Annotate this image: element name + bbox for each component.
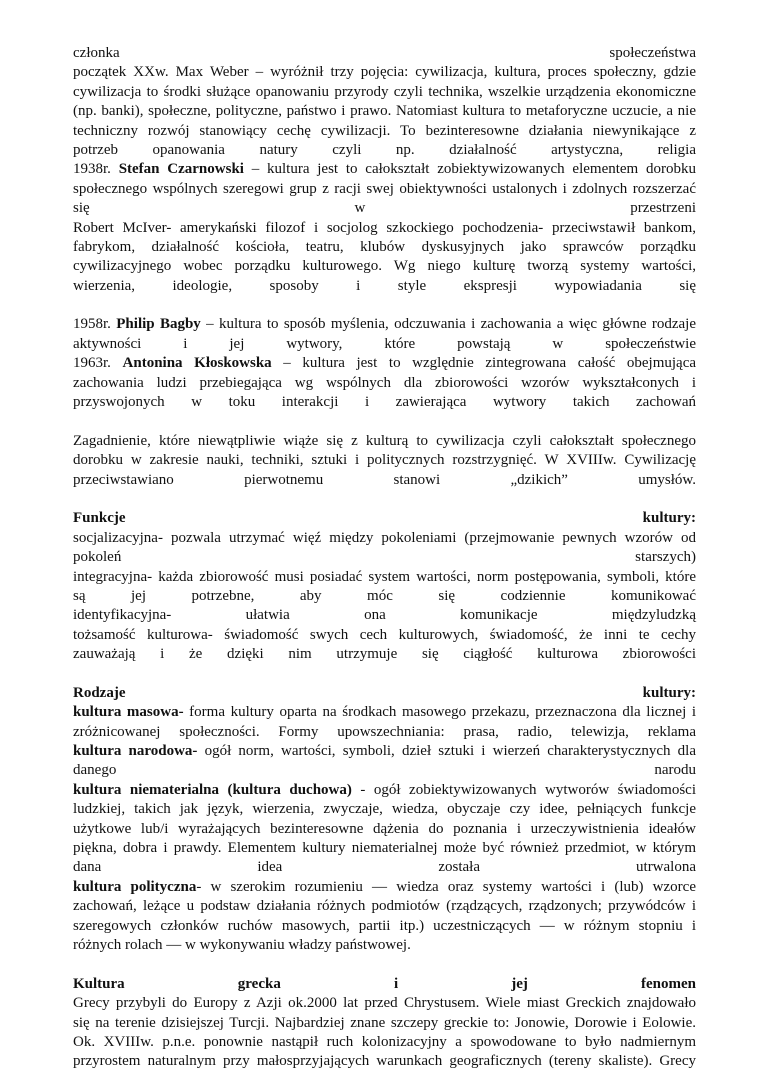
text-run: szeregowych członków ruchów masowych, partii itp.) uczestniczących — w różnym stopniu i xyxy=(73,917,696,934)
text-line xyxy=(73,509,696,528)
text-run: 1938r. xyxy=(73,161,119,178)
bold-text: Philip Bagby xyxy=(116,316,201,333)
paragraph-gap xyxy=(73,490,696,509)
text-line xyxy=(73,917,696,936)
text-run: Zagadnienie, które niewątpliwie wiąże się z kulturą to cywilizacja czyli całokształt społecznego xyxy=(73,432,696,449)
text-run: dorobku w zakresie nauki, techniki, sztuki i politycznych rozstrzygnięć. W XVIIIw. Cywilizację xyxy=(73,452,696,469)
text-run: aktywności i jej wytwory, które powstają w społeczeństwie xyxy=(73,335,696,352)
text-run: się na terenie dzisiejszej Turcji. Najbardziej znane szczepy greckie to: Jonowie, Dorowie i Eolowie. xyxy=(73,1014,696,1031)
text-line xyxy=(73,936,696,955)
text-line xyxy=(73,723,696,742)
text-run: identyfikacyjna- ułatwia ona komunikacje międzyludzką xyxy=(73,607,696,624)
text-run: (np. banki), społeczne, polityczne, państwo i prawo. Natomiast kultura to metaforyczne uczucie, a nie xyxy=(73,103,696,120)
text-run: - w szerokim rozumieniu — wiedza oraz systemy wartości i (lub) wzorce xyxy=(196,878,696,895)
paragraph-gap xyxy=(73,412,696,431)
text-line xyxy=(73,742,696,761)
text-run: Grecy przybyli do Europy z Azji ok.2000 lat przed Chrystusem. Wiele miast Greckich znajdowało xyxy=(73,995,696,1012)
text-run: ludzkiej, takich jak język, wierzenia, zwyczaje, wiedza, obyczaje czy idee, pełniących funkcje xyxy=(73,801,696,818)
text-run: forma kultury oparta na środkach masowego przekazu, przeznaczona dla licznej i xyxy=(183,704,696,721)
text-line xyxy=(73,451,696,470)
text-run: 1963r. xyxy=(73,355,123,372)
text-run: pokoleń starszych) xyxy=(73,549,696,566)
text-run: przyswojonych w toku interakcji i zawierająca wytwory takich zachowań xyxy=(73,394,696,411)
text-line xyxy=(73,1052,696,1071)
text-line xyxy=(73,238,696,257)
text-run: społecznego wspólnych szeregowi grup z racji swej obiektywności ustalonych i zdolnych rozszerzać xyxy=(73,180,696,197)
text-line xyxy=(73,219,696,238)
text-line xyxy=(73,257,696,276)
text-line xyxy=(73,277,696,296)
text-run: potrzeb opanowania natury czyli np. działalność artystyczna, religia xyxy=(73,141,696,158)
bold-text: Rodzaje kultury: xyxy=(73,684,696,701)
text-line xyxy=(73,897,696,916)
bold-text: Kultura grecka i jej fenomen xyxy=(73,975,696,992)
text-line xyxy=(73,587,696,606)
paragraph-gap xyxy=(73,955,696,974)
text-run: początek XXw. Max Weber – wyróżnił trzy pojęcia: cywilizacja, kultura, proces społeczny, gdzie xyxy=(73,64,696,81)
text-run: użytkowe lub/i wyrażających bezinteresowne dążenia do poznania i urzeczywistnienia ideałów xyxy=(73,820,696,837)
text-run: integracyjna- każda zbiorowość musi posiadać system wartości, norm postępowania, symboli, które xyxy=(73,568,696,585)
bold-text: kultura niematerialna (kultura duchowa) xyxy=(73,781,352,798)
text-run: tożsamość kulturowa- świadomość swych cech kulturowych, świadomość, że inni te cechy xyxy=(73,626,696,643)
text-line xyxy=(73,199,696,218)
document-page xyxy=(73,44,696,1072)
text-line xyxy=(73,878,696,897)
text-line xyxy=(73,141,696,160)
text-run: Robert McIver- amerykański filozof i socjolog szkockiego pochodzenia- przeciwstawił bankom, xyxy=(73,219,696,236)
paragraph-gap xyxy=(73,296,696,315)
text-run: wierzenia, ideologie, sposoby i style ekspresji wypowiadania się xyxy=(73,277,696,294)
text-run: socjalizacyjna- pozwala utrzymać więź między pokoleniami (przejmowanie pewnych wzorów od xyxy=(73,529,696,546)
text-run: techniczny rozwój stanowiący cechę cywilizacji. To bezinteresowne działania niewynikające z xyxy=(73,122,696,139)
text-run: dana idea została utrwalona xyxy=(73,859,696,876)
text-run: się w przestrzeni xyxy=(73,200,696,217)
text-run: Ok. XVIIIw. p.n.e. ponownie nastąpił ruch kolonizacyjny a spowodowane to było nadmiernym xyxy=(73,1033,696,1050)
text-run: – kultura jest to względnie zintegrowana całość obejmująca xyxy=(271,355,697,372)
text-line xyxy=(73,63,696,82)
text-line xyxy=(73,703,696,722)
text-line xyxy=(73,471,696,490)
text-line xyxy=(73,568,696,587)
text-line xyxy=(73,180,696,199)
text-line xyxy=(73,626,696,645)
text-line xyxy=(73,160,696,179)
text-run: zauważają i że dzięki nim utrzymuje się ciągłość kulturowa zbiorowości xyxy=(73,646,696,663)
text-line xyxy=(73,102,696,121)
text-run: zachowań, leżące u podstaw działania różnych podmiotów (rządzących, rządzonych; przywódców i xyxy=(73,898,696,915)
text-run: – kultura to sposób myślenia, odczuwania i zachowania a więc główne rodzaje xyxy=(200,316,696,333)
text-line xyxy=(73,684,696,703)
text-run: danego narodu xyxy=(73,762,696,779)
text-line xyxy=(73,432,696,451)
text-run: – kultura jest to całokształt zobiektywizowanych elementem dorobku xyxy=(243,161,696,178)
bold-text: kultura masowa- xyxy=(73,704,184,721)
text-line xyxy=(73,122,696,141)
text-line xyxy=(73,354,696,373)
text-line xyxy=(73,994,696,1013)
text-run: przeciwstawiano pierwotnemu stanowi „dzikich” umysłów. xyxy=(73,471,696,488)
text-line xyxy=(73,1014,696,1033)
text-line xyxy=(73,315,696,334)
bold-text: Stefan Czarnowski xyxy=(118,161,244,178)
text-line xyxy=(73,645,696,664)
paragraph-gap xyxy=(73,665,696,684)
text-run: fabrykom, działalność kościoła, teatru, klubów dyskusyjnych jako sprawców porządku xyxy=(73,238,696,255)
text-line xyxy=(73,606,696,625)
text-line xyxy=(73,781,696,800)
text-run: zróżnicowanej społeczności. Formy upowszechniania: prasa, radio, telewizja, reklama xyxy=(73,723,696,740)
text-line xyxy=(73,335,696,354)
text-line xyxy=(73,761,696,780)
text-line xyxy=(73,820,696,839)
text-run: są jej potrzebne, aby móc się codziennie komunikować xyxy=(73,587,696,604)
text-line xyxy=(73,975,696,994)
text-run: cywilizacyjnego wobec porządku kulturowego. Wg niego kulturę tworzą systemy wartości, xyxy=(73,258,696,275)
text-line xyxy=(73,529,696,548)
text-line xyxy=(73,800,696,819)
text-line xyxy=(73,858,696,877)
text-run: cywilizacja to środki służące opanowaniu przyrody czyli technika, wszelkie urządzenia ekonomiczne xyxy=(73,83,696,100)
text-line xyxy=(73,393,696,412)
text-line xyxy=(73,44,696,63)
text-run: - ogół zobiektywizowanych wytworów świadomości xyxy=(351,781,696,798)
bold-text: kultura polityczna xyxy=(73,878,197,895)
text-line xyxy=(73,548,696,567)
text-line xyxy=(73,1033,696,1052)
text-run: piękna, dobra i prawdy. Elementem kultury niematerialnej może być również przedmiot, w którym xyxy=(73,840,696,857)
bold-text: Funkcje kultury: xyxy=(73,510,696,527)
text-line xyxy=(73,83,696,102)
text-run: przyrostem naturalnym przy małosprzyjających warunkach geograficznych (tereny skaliste). Grecy xyxy=(73,1053,696,1070)
text-run: 1958r. xyxy=(73,316,117,333)
text-run: członka społeczeństwa xyxy=(73,45,696,61)
bold-text: kultura narodowa- xyxy=(73,743,198,760)
text-line xyxy=(73,839,696,858)
bold-text: Antonina Kłoskowska xyxy=(122,355,272,372)
text-run: zachowania ludzi przebiegająca wg wspólnych dla zbiorowości wzorów wykształconych i xyxy=(73,374,696,391)
text-line xyxy=(73,374,696,393)
text-run: ogół norm, wartości, symboli, dzieł sztuki i wierzeń charakterystycznych dla xyxy=(197,743,696,760)
text-run: różnych rolach — w wykonywaniu władzy państwowej. xyxy=(73,936,411,953)
